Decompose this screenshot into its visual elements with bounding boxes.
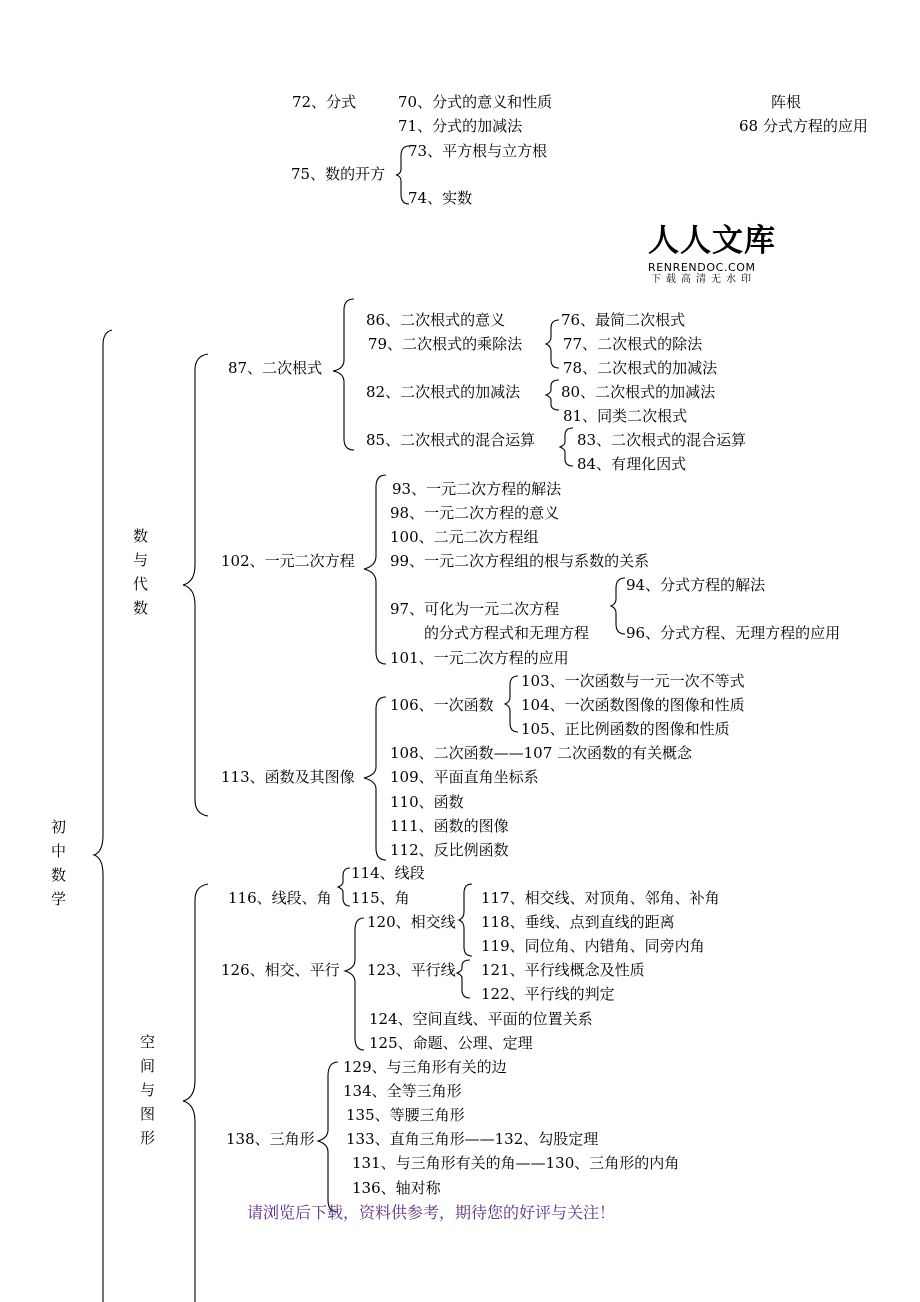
jiajian-sub-item: 80、二次根式的加减法	[561, 383, 716, 401]
sanjiao-item: 131、与三角形有关的角——130、三角形的内角	[352, 1154, 680, 1172]
hanshu-label: 113、函数及其图像	[221, 768, 355, 786]
download-notice: 请浏览后下载，资料供参考，期待您的好评与关注！	[247, 1203, 616, 1222]
xiangjiao-brace	[345, 918, 364, 1050]
kaifang-label: 75、数的开方	[291, 165, 386, 183]
hunhe-brace	[560, 428, 573, 466]
fangcheng-item: 101、一元二次方程的应用	[390, 649, 569, 667]
chengchu-sub-item: 76、最简二次根式	[561, 311, 686, 329]
zhengen-text: 阵根	[771, 93, 802, 111]
jiao-sub-item: 117、相交线、对顶角、邻角、补角	[481, 889, 720, 907]
xiangjiao-item: 125、命题、公理、定理	[369, 1034, 533, 1052]
fangcheng-item-cont: 的分式方程式和无理方程	[424, 624, 590, 642]
kongjian-label: 空 间 与 图 形	[140, 1033, 156, 1147]
hanshu-brace	[364, 697, 386, 860]
xiangjiao-item: 124、空间直线、平面的位置关系	[369, 1010, 593, 1028]
fenshi-fangcheng-yingyong: 68 分式方程的应用	[739, 117, 868, 135]
yici-sub-item: 104、一次函数图像的图像和性质	[521, 696, 745, 714]
fangcheng-item: 97、可化为一元二次方程	[390, 600, 560, 618]
kehua-sub-item: 94、分式方程的解法	[626, 576, 766, 594]
shu-yu-daishu-brace	[183, 354, 208, 816]
xianduan-label: 116、线段、角	[228, 889, 332, 907]
fangcheng-label: 102、一元二次方程	[221, 552, 355, 570]
sanjiao-item: 129、与三角形有关的边	[343, 1058, 507, 1076]
genshi-brace	[333, 299, 354, 450]
hunhe-sub-item: 84、有理化因式	[577, 455, 687, 473]
renrendoc-site: RENRENDOC.COM	[648, 261, 756, 274]
chengchu-sub-item: 77、二次根式的除法	[563, 335, 703, 353]
kehua-sub-item: 96、分式方程、无理方程的应用	[626, 624, 841, 642]
genshi-item: 85、二次根式的混合运算	[366, 431, 536, 449]
fenshi-label: 72、分式	[292, 93, 357, 111]
genshi-item: 82、二次根式的加减法	[366, 383, 521, 401]
jiajian-sub-item: 81、同类二次根式	[563, 407, 688, 425]
fangcheng-item: 99、一元二次方程组的根与系数的关系	[390, 552, 650, 570]
renrendoc-tagline: 下载高清无水印	[651, 274, 756, 285]
hanshu-item: 110、函数	[390, 793, 464, 811]
xianduan-brace	[338, 868, 350, 906]
xianduan-item: 114、线段	[351, 864, 425, 882]
hanshu-item: 112、反比例函数	[390, 841, 509, 859]
jiajian-brace	[546, 380, 559, 410]
sanjiao-label: 138、三角形	[226, 1130, 315, 1148]
pingxing-brace	[457, 960, 470, 998]
hanshu-item: 108、二次函数——107 二次函数的有关概念	[390, 744, 693, 762]
sanjiao-item: 133、直角三角形——132、勾股定理	[346, 1130, 599, 1148]
hunhe-sub-item: 83、二次根式的混合运算	[577, 431, 747, 449]
chengchu-sub-item: 78、二次根式的加减法	[563, 359, 718, 377]
pingfanggen: 73、平方根与立方根	[408, 142, 548, 160]
root-label: 初 中 数 学	[51, 818, 67, 908]
fangcheng-item: 100、二元二次方程组	[390, 528, 539, 546]
jiao-brace	[459, 884, 472, 956]
shishu: 74、实数	[408, 189, 473, 207]
pingxing-sub-item: 122、平行线的判定	[481, 985, 615, 1003]
yici-sub-item: 105、正比例函数的图像和性质	[521, 720, 730, 738]
fenshi-jiajian: 71、分式的加减法	[398, 117, 523, 135]
genshi-item: 79、二次根式的乘除法	[368, 335, 523, 353]
sanjiao-brace	[318, 1062, 338, 1212]
hanshu-item: 106、一次函数	[390, 696, 494, 714]
xiangjiao-item: 123、平行线	[367, 961, 456, 979]
kehua-brace	[611, 578, 625, 634]
chengchu-brace	[546, 320, 559, 368]
fangcheng-item: 98、一元二次方程的意义	[390, 504, 560, 522]
fangcheng-item: 93、一元二次方程的解法	[392, 480, 562, 498]
hanshu-item: 109、平面直角坐标系	[390, 768, 539, 786]
sanjiao-item: 136、轴对称	[352, 1179, 441, 1197]
jiao-sub-item: 118、垂线、点到直线的距离	[481, 913, 675, 931]
kongjian-brace	[183, 884, 208, 1302]
sanjiao-item: 134、全等三角形	[343, 1082, 462, 1100]
xiangjiao-item: 120、相交线	[367, 913, 456, 931]
xianduan-item: 115、角	[351, 889, 410, 907]
fenshi-yiyi: 70、分式的意义和性质	[398, 93, 553, 111]
shu-yu-daishu-label: 数 与 代 数	[133, 527, 149, 617]
sanjiao-item: 135、等腰三角形	[346, 1106, 465, 1124]
pingxing-sub-item: 121、平行线概念及性质	[481, 961, 645, 979]
root-brace	[94, 330, 112, 1302]
hanshu-item: 111、函数的图像	[390, 817, 509, 835]
renrendoc-logo: 人人文库	[648, 223, 776, 259]
xiangjiao-label: 126、相交、平行	[221, 961, 340, 979]
fangcheng-brace	[364, 475, 386, 664]
jiao-sub-item: 119、同位角、内错角、同旁内角	[481, 937, 705, 955]
yici-brace	[505, 676, 518, 732]
genshi-label: 87、二次根式	[228, 359, 323, 377]
yici-sub-item: 103、一次函数与一元一次不等式	[521, 672, 745, 690]
genshi-item: 86、二次根式的意义	[366, 311, 506, 329]
